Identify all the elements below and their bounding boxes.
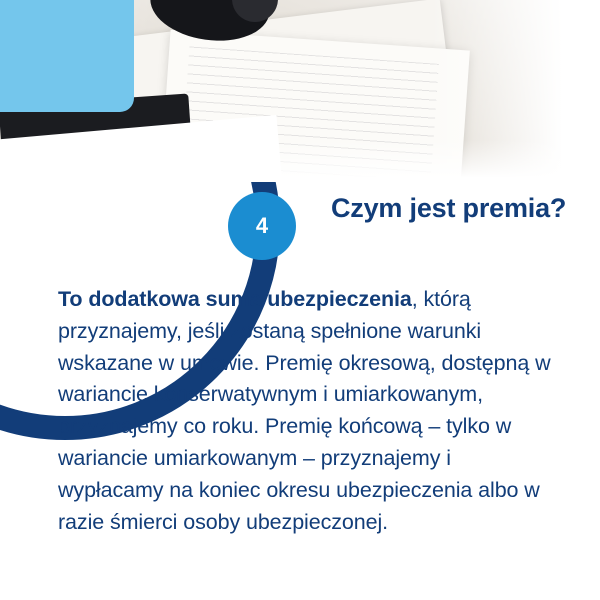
step-number-badge: 4	[228, 192, 296, 260]
speech-bubble-shape	[0, 0, 134, 112]
body-text	[58, 284, 558, 539]
body-text-rest: , którą przyznajemy, jeśli zostaną spełnione warunki wskazane w umowie. Premię okresową, dostępną w wariancie konserwatywnym i umiarkowanym, przyznajemy co roku. Premię końcową – tylko w wariancie umiarkowanym – przyznajemy i wypłacamy na koniec okresu ubezpieczenia albo w razie śmierci osoby ubezpieczonej.	[58, 287, 551, 534]
body-text-lead: To dodatkowa suma ubezpieczenia	[58, 287, 412, 311]
photo-fade-bottom	[0, 140, 600, 186]
page-title: Czym jest premia?	[331, 193, 567, 223]
